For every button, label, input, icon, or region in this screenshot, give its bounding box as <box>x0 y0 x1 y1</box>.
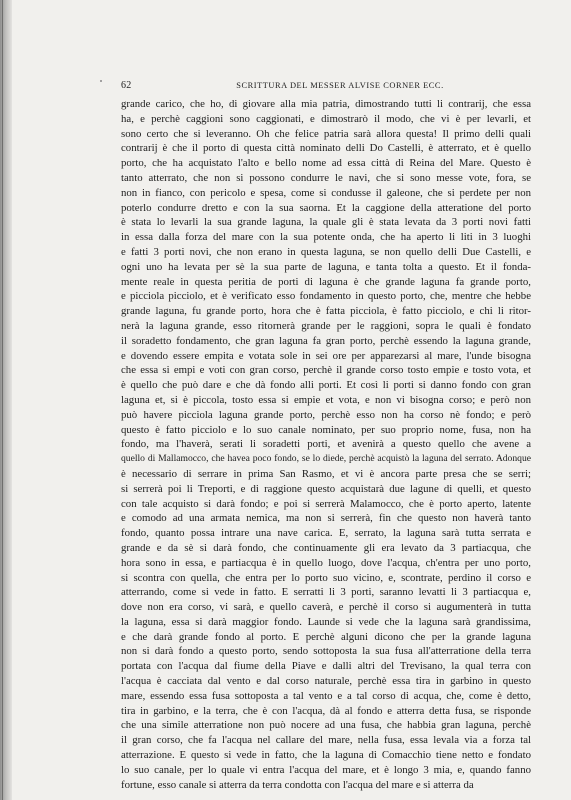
text-line: portata con l'acqua dal fiume della Piave e dalli altri del Trevisano, la qual terra con <box>121 660 531 673</box>
text-line: è quello che può dare e che dà fondo alli porti. Et così li porti si danno fondo con gran <box>121 379 531 392</box>
text-line: è necessario di serrare in prima San Rasmo, et vi è ancora parte presa che se serri; <box>121 467 531 480</box>
text-line: non in fianco, con pericolo e spesa, come si condusse il galeone, che si perdete per non <box>121 186 531 199</box>
text-line: e fatti 3 porti novi, che non erano in questa laguna, se non quello delli Due Castelli, e <box>121 245 531 258</box>
text-line: e comodo ad una armata nemica, ma non si serrerà, fin che questo non haverà tanto <box>121 512 531 525</box>
text-line: in essa dalla forza del mare con la sua potente onda, che ha aperto li liti in 3 luoghi <box>121 231 531 244</box>
text-line: che essa si empi e voti con gran corso, perchè il grande corso tosto empie e tosto vota, et <box>121 364 531 377</box>
text-line: laguna et, si è piccola, tosto essa si empie et vota, e non vi bisogna corso; e però non <box>121 393 531 406</box>
text-line: che una simile atterratione non può nocere ad una fusa, che habbia gran laguna, perchè <box>121 719 531 732</box>
text-line: grande e da sè si darà fondo, che continuamente gli era levato da 3 partiacqua, che <box>121 541 531 554</box>
book-gutter <box>0 0 12 800</box>
text-line: sono certo che si leveranno. Oh che felice patria sarà allora questa! Il primo delli quali <box>121 127 531 140</box>
text-line: atterrando, come si vede in fatto. E serratti li 3 porti, saranno levatti li 3 partiacqua e, <box>121 586 531 599</box>
text-line: si scontra con quella, che entra per lo porto suo vicino, e, scontrate, perdino il corso e <box>121 571 531 584</box>
text-line: grande carico, che ho, di giovare alla mia patria, dimostrando tutti li contrarij, che essa <box>121 98 531 110</box>
text-line: e che darà grande fondo al porto. E perchè alguni dicono che per la grande laguna <box>121 630 531 643</box>
body-text <box>121 97 531 792</box>
paper-speck <box>100 80 102 82</box>
text-line: dove non era corso, vi sarà, e quello caverà, e perchè il corso si augumenterà in tutta <box>121 601 531 614</box>
text-line: tira in garbino, e la terra, che è con l'acqua, dà al fondo e atterra detta fusa, se risponde <box>121 704 531 717</box>
text-line: può havere picciola laguna grande porto, perchè esso non ha corso nè fondo; e però <box>121 408 531 421</box>
text-line: non si darà fondo a questo porto, sendo sottoposta la sua fusa all'atterratione della terra <box>121 645 531 658</box>
text-line: porto, che ha acquistato l'alto e bello nome ad essa città di Reina del Mare. Questo è <box>121 157 531 170</box>
text-line: quello di Mallamocco, che havea poco fondo, se lo diede, perchè acquistò la laguna del serrato. Adonque <box>121 453 531 465</box>
text-line: hora sono in essa, e partiacqua è in quello luogo, dove l'acqua, ch'entra per uno porto, <box>121 556 531 569</box>
text-line: nerà la laguna grande, esso ritornerà grande per le raggioni, sopra le quali è fondato <box>121 319 531 332</box>
text-line: poterlo condurre dretto e con la sua saorna. Et la caggione della atteratione del porto <box>121 201 531 214</box>
text-line: l'acqua è cacciata dal vento e dal corso naturale, perchè essa tira in garbino in questo <box>121 675 531 688</box>
text-line: grande laguna, fu grande porto, hora che è fatta picciola, è fatto picciolo, e chi li ritor- <box>121 305 531 318</box>
text-line: atterrazione. E questo si vede in fatto, che la laguna di Comacchio tiene netto e fondato <box>121 749 531 762</box>
text-line: mente reale in questa peritia de porti di laguna è che grande laguna fa grande porto, <box>121 275 531 288</box>
text-line: ogni uno ha levata per sè la sua parte de laguna, e tanta tolta a questo. Et il fonda- <box>121 260 531 273</box>
text-line: e picciola picciolo, et è verificato esso fondamento in questo porto, che, mentre che hebbe <box>121 290 531 303</box>
page-number: 62 <box>121 80 132 91</box>
text-line: si serrerà poi li Treporti, e di raggione questo acquistarà due lagune di quelli, et questo <box>121 482 531 495</box>
running-title: SCRITTURA DEL MESSER ALVISE CORNER ECC. <box>236 81 444 90</box>
text-line: il gran corso, che fa l'acqua nel callare del mare, nella fusa, essa levala via a forza tal <box>121 734 531 747</box>
text-line: con tale acquisto si darà fondo; e poi si serrerà Malamocco, che è porto aperto, latente <box>121 497 531 510</box>
text-line: tanto atterrato, che non si possono condurre le navi, che si sono messe vote, fora, se <box>121 171 531 184</box>
text-line: il soradetto fondamento, che gran laguna fa gran porto, perchè essendo la laguna grande, <box>121 334 531 347</box>
gutter-edge-line <box>2 0 3 800</box>
text-line: è stata lo levarli la sua grande laguna, la quale gli è stata levata da 3 porti novi fatti <box>121 216 531 229</box>
text-line: fortune, esso canale si atterra da terra condotta con l'acqua del mare e si atterra da <box>121 778 474 791</box>
text-line: questo è fatto picciolo e lo suo canale nominato, per suo proprio nome, fusa, non ha <box>121 423 531 436</box>
text-line: ha, e perchè caggioni sono caggionati, e dimostrarò il modo, che vi è per levarli, et <box>121 112 531 125</box>
text-line: mare, essendo essa fusa sottoposta a tal vento e a tal corso di acqua, che, come è detto, <box>121 689 531 702</box>
text-line: lo suo canale, per lo quale vi entra l'acqua del mare, et è longo 3 mia, e, quando fanno <box>121 763 531 776</box>
text-line: fondo, ma l'haverà, serati li soradetti porti, et avenirà a questo quello che avene a <box>121 438 531 451</box>
text-line: la laguna, essa si darà maggior fondo. Launde si vede che la laguna sarà grandissima, <box>121 615 531 628</box>
text-line: e dovendo essere empita e votata sole in sei ore per apparezarsi al mare, l'unde bisogna <box>121 349 531 362</box>
text-line: fondo, quanto possa intrare una nave carica. E, serrato, la laguna sarà tutta serrata e <box>121 527 531 540</box>
text-line: contrarij è che il porto di questa città nominato delli Do Castelli, è atterrato, et è quello <box>121 142 531 155</box>
